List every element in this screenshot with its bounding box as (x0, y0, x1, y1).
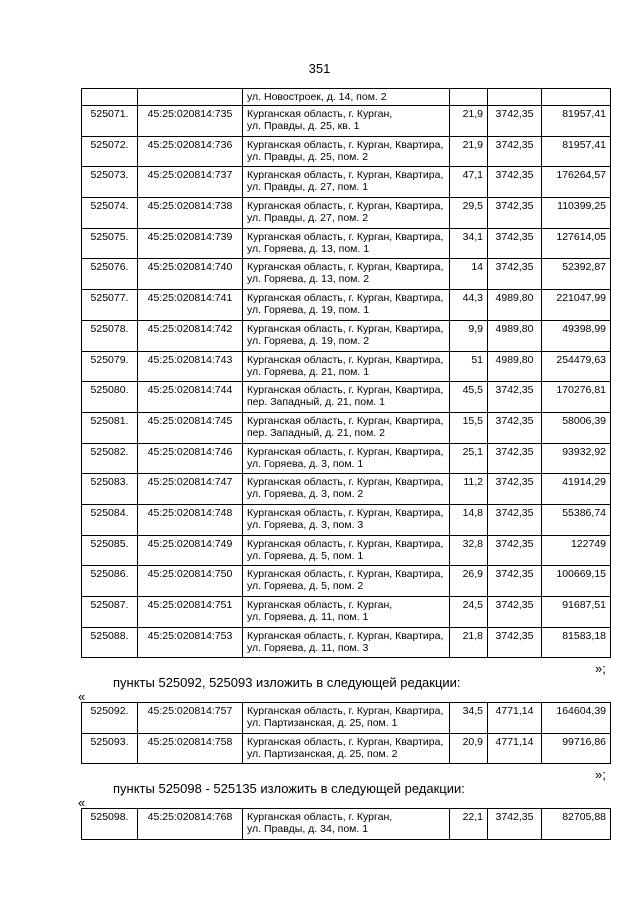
area: 14,8 (450, 504, 488, 535)
specific-value: 3742,35 (488, 597, 542, 628)
cadastral-number: 45:25:020814:747 (138, 474, 243, 505)
table-row (82, 597, 611, 628)
address (243, 443, 450, 474)
address-line: Курганская область, г. Курган, (247, 108, 393, 120)
row-number: 525073. (82, 167, 138, 198)
address (243, 259, 450, 290)
row-number: 525074. (82, 198, 138, 229)
area: 9,9 (450, 320, 488, 351)
address (243, 535, 450, 566)
table-row (82, 566, 611, 597)
address (243, 136, 450, 167)
cadastral-value: 82705,88 (542, 809, 611, 840)
cadastral-number: 45:25:020814:746 (138, 443, 243, 474)
cadastral-number: 45:25:020814:742 (138, 320, 243, 351)
cadastral-number: 45:25:020814:736 (138, 136, 243, 167)
table-row (82, 412, 611, 443)
cadastral-value: 93932,92 (542, 443, 611, 474)
cadastral-number: 45:25:020814:758 (138, 733, 243, 764)
address-line: Курганская область, г. Курган, Квартира, (247, 414, 444, 427)
area: 20,9 (450, 733, 488, 764)
row-number: 525083. (82, 474, 138, 505)
cadastral-number: 45:25:020814:740 (138, 259, 243, 290)
cadastral-value: 170276,81 (542, 382, 611, 413)
table-row (82, 627, 611, 658)
cadastral-number: 45:25:020814:748 (138, 504, 243, 535)
table-row (82, 474, 611, 505)
cadastral-number (138, 89, 243, 106)
cadastral-value: 55386,74 (542, 504, 611, 535)
address (243, 167, 450, 198)
address-line: ул. Горяева, д. 21, пом. 1 (247, 365, 370, 378)
cadastral-number: 45:25:020814:741 (138, 290, 243, 321)
page-number: 351 (308, 61, 331, 76)
cadastral-number: 45:25:020814:739 (138, 228, 243, 259)
area: 25,1 (450, 443, 488, 474)
row-number: 525079. (82, 351, 138, 382)
area: 21,8 (450, 627, 488, 658)
area: 34,5 (450, 703, 488, 734)
cadastral-value: 41914,29 (542, 474, 611, 505)
table-row (82, 106, 611, 137)
area: 51 (450, 351, 488, 382)
address-line: ул. Горяева, д. 3, пом. 3 (247, 518, 364, 531)
address (243, 597, 450, 628)
address (243, 412, 450, 443)
cadastral-number: 45:25:020814:745 (138, 412, 243, 443)
cadastral-value: 254479,63 (542, 351, 611, 382)
specific-value: 3742,35 (488, 228, 542, 259)
address (243, 320, 450, 351)
cadastral-value: 58006,39 (542, 412, 611, 443)
area: 32,8 (450, 535, 488, 566)
table-row (82, 228, 611, 259)
address (243, 809, 450, 840)
specific-value: 4771,14 (488, 733, 542, 764)
cadastral-value (542, 89, 611, 106)
address-line: Курганская область, г. Курган, Квартира, (247, 568, 444, 581)
address-line: Курганская область, г. Курган, Квартира, (247, 537, 444, 550)
address-line: Курганская область, г. Курган, Квартира, (247, 322, 444, 335)
cadastral-value: 99716,86 (542, 733, 611, 764)
area: 29,5 (450, 198, 488, 229)
cadastral-number: 45:25:020814:750 (138, 566, 243, 597)
area: 34,1 (450, 228, 488, 259)
specific-value: 3742,35 (488, 443, 542, 474)
address-line: Курганская область, г. Курган, Квартира, (247, 261, 444, 274)
address-line: Курганская область, г. Курган, (247, 811, 393, 823)
row-number (82, 89, 138, 106)
row-number: 525092. (82, 703, 138, 734)
area: 21,9 (450, 106, 488, 137)
address-line: ул. Горяева, д. 11, пом. 1 (247, 611, 369, 623)
register-table-amend-1-body (82, 703, 611, 764)
address-line: пер. Западный, д. 21, пом. 1 (247, 396, 385, 409)
address-line: Курганская область, г. Курган, Квартира, (247, 629, 444, 642)
area (450, 89, 488, 106)
cadastral-number: 45:25:020814:735 (138, 106, 243, 137)
row-number: 525098. (82, 809, 138, 840)
address-line: ул. Новостроек, д. 14, пом. 2 (247, 91, 387, 103)
cadastral-value: 221047,99 (542, 290, 611, 321)
address (243, 703, 450, 734)
opening-quote: « (78, 689, 86, 704)
cadastral-number: 45:25:020814:753 (138, 627, 243, 658)
area: 45,5 (450, 382, 488, 413)
area: 15,5 (450, 412, 488, 443)
row-number: 525077. (82, 290, 138, 321)
area: 24,5 (450, 597, 488, 628)
address (243, 228, 450, 259)
address-line: ул. Горяева, д. 11, пом. 3 (247, 641, 369, 654)
row-number: 525082. (82, 443, 138, 474)
address-line: Курганская область, г. Курган, (247, 599, 393, 611)
address-line: Курганская область, г. Курган, Квартира, (247, 292, 444, 305)
cadastral-value: 176264,57 (542, 167, 611, 198)
address-line: ул. Партизанская, д. 25, пом. 1 (247, 717, 398, 729)
specific-value: 4989,80 (488, 290, 542, 321)
closing-quote: »; (595, 767, 606, 782)
specific-value: 3742,35 (488, 474, 542, 505)
row-number: 525075. (82, 228, 138, 259)
row-number: 525071. (82, 106, 138, 137)
register-table-amend-2-body (82, 809, 611, 840)
cadastral-value: 52392,87 (542, 259, 611, 290)
cadastral-number: 45:25:020814:737 (138, 167, 243, 198)
cadastral-value: 164604,39 (542, 703, 611, 734)
specific-value: 4771,14 (488, 703, 542, 734)
table-row (82, 259, 611, 290)
specific-value: 3742,35 (488, 136, 542, 167)
area: 22,1 (450, 809, 488, 840)
register-table-amend-2 (81, 808, 611, 840)
address-line: ул. Горяева, д. 13, пом. 1 (247, 242, 370, 255)
row-number: 525072. (82, 136, 138, 167)
table-row (82, 167, 611, 198)
specific-value: 4989,80 (488, 320, 542, 351)
table-row (82, 136, 611, 167)
address-line: ул. Правды, д. 34, пом. 1 (247, 823, 369, 835)
row-number: 525084. (82, 504, 138, 535)
table-row (82, 443, 611, 474)
specific-value: 3742,35 (488, 504, 542, 535)
specific-value: 3742,35 (488, 627, 542, 658)
address-line: ул. Правды, д. 25, кв. 1 (247, 120, 360, 132)
row-number: 525085. (82, 535, 138, 566)
cadastral-number: 45:25:020814:757 (138, 703, 243, 734)
cadastral-value: 127614,05 (542, 228, 611, 259)
cadastral-value: 122749 (542, 535, 611, 566)
address-line: Курганская область, г. Курган, Квартира, (247, 476, 444, 489)
specific-value: 4989,80 (488, 351, 542, 382)
address (243, 106, 450, 137)
register-table-main-body (82, 89, 611, 658)
address-line: ул. Горяева, д. 13, пом. 2 (247, 273, 370, 286)
specific-value: 3742,35 (488, 412, 542, 443)
table-row (82, 382, 611, 413)
cadastral-number: 45:25:020814:744 (138, 382, 243, 413)
table-row (82, 320, 611, 351)
area: 44,3 (450, 290, 488, 321)
area: 47,1 (450, 167, 488, 198)
table-row (82, 809, 611, 840)
table-row (82, 535, 611, 566)
row-number: 525080. (82, 382, 138, 413)
address-line: ул. Горяева, д. 5, пом. 1 (247, 549, 364, 562)
area: 21,9 (450, 136, 488, 167)
table-row (82, 733, 611, 764)
address-line: ул. Правды, д. 25, пом. 2 (247, 150, 369, 163)
address (243, 474, 450, 505)
address (243, 89, 450, 106)
cadastral-value: 81583,18 (542, 627, 611, 658)
address (243, 733, 450, 764)
specific-value: 3742,35 (488, 535, 542, 566)
row-number: 525086. (82, 566, 138, 597)
row-number: 525088. (82, 627, 138, 658)
table-row (82, 351, 611, 382)
address-line: ул. Партизанская, д. 25, пом. 2 (247, 747, 398, 760)
specific-value (488, 89, 542, 106)
address-line: Курганская область, г. Курган, Квартира, (247, 705, 444, 717)
register-table-main (81, 88, 611, 658)
cadastral-number: 45:25:020814:749 (138, 535, 243, 566)
cadastral-number: 45:25:020814:768 (138, 809, 243, 840)
row-number: 525093. (82, 733, 138, 764)
address-line: Курганская область, г. Курган, Квартира, (247, 200, 444, 213)
address (243, 198, 450, 229)
table-row (82, 703, 611, 734)
amendment-paragraph: пункты 525098 - 525135 изложить в следующей редакции: (113, 781, 465, 796)
area: 26,9 (450, 566, 488, 597)
address-line: Курганская область, г. Курган, Квартира, (247, 506, 444, 519)
address-line: ул. Правды, д. 27, пом. 2 (247, 212, 369, 225)
address-line: Курганская область, г. Курган, Квартира, (247, 230, 444, 243)
address (243, 351, 450, 382)
address-line: Курганская область, г. Курган, Квартира, (247, 384, 444, 397)
specific-value: 3742,35 (488, 167, 542, 198)
amendment-paragraph: пункты 525092, 525093 изложить в следующей редакции: (113, 675, 461, 690)
address-line: ул. Горяева, д. 19, пом. 2 (247, 334, 370, 347)
address-line: Курганская область, г. Курган, Квартира, (247, 169, 444, 182)
specific-value: 3742,35 (488, 566, 542, 597)
table-row (82, 504, 611, 535)
cadastral-value: 49398,99 (542, 320, 611, 351)
closing-quote: »; (595, 661, 606, 676)
row-number: 525081. (82, 412, 138, 443)
cadastral-value: 81957,41 (542, 136, 611, 167)
address-line: Курганская область, г. Курган, Квартира, (247, 353, 444, 366)
address-line: пер. Западный, д. 21, пом. 2 (247, 426, 385, 439)
table-row (82, 198, 611, 229)
cadastral-value: 100669,15 (542, 566, 611, 597)
cadastral-value: 91687,51 (542, 597, 611, 628)
address (243, 566, 450, 597)
address (243, 290, 450, 321)
area: 11,2 (450, 474, 488, 505)
row-number: 525076. (82, 259, 138, 290)
address-line: ул. Правды, д. 27, пом. 1 (247, 181, 369, 194)
row-number: 525078. (82, 320, 138, 351)
specific-value: 3742,35 (488, 198, 542, 229)
cadastral-number: 45:25:020814:738 (138, 198, 243, 229)
table-row-continuation (82, 89, 611, 106)
address-line: ул. Горяева, д. 19, пом. 1 (247, 304, 370, 317)
specific-value: 3742,35 (488, 382, 542, 413)
table-row (82, 290, 611, 321)
specific-value: 3742,35 (488, 259, 542, 290)
address-line: Курганская область, г. Курган, Квартира, (247, 735, 444, 748)
area: 14 (450, 259, 488, 290)
address (243, 382, 450, 413)
cadastral-value: 110399,25 (542, 198, 611, 229)
cadastral-value: 81957,41 (542, 106, 611, 137)
address-line: ул. Горяева, д. 3, пом. 1 (247, 457, 364, 470)
cadastral-number: 45:25:020814:743 (138, 351, 243, 382)
row-number: 525087. (82, 597, 138, 628)
cadastral-number: 45:25:020814:751 (138, 597, 243, 628)
specific-value: 3742,35 (488, 809, 542, 840)
address-line: ул. Горяева, д. 3, пом. 2 (247, 488, 364, 501)
address-line: Курганская область, г. Курган, Квартира, (247, 138, 444, 151)
address (243, 627, 450, 658)
address-line: ул. Горяева, д. 5, пом. 2 (247, 580, 364, 593)
opening-quote: « (78, 795, 86, 810)
address-line: Курганская область, г. Курган, Квартира, (247, 445, 444, 458)
address (243, 504, 450, 535)
specific-value: 3742,35 (488, 106, 542, 137)
register-table-amend-1 (81, 702, 611, 764)
